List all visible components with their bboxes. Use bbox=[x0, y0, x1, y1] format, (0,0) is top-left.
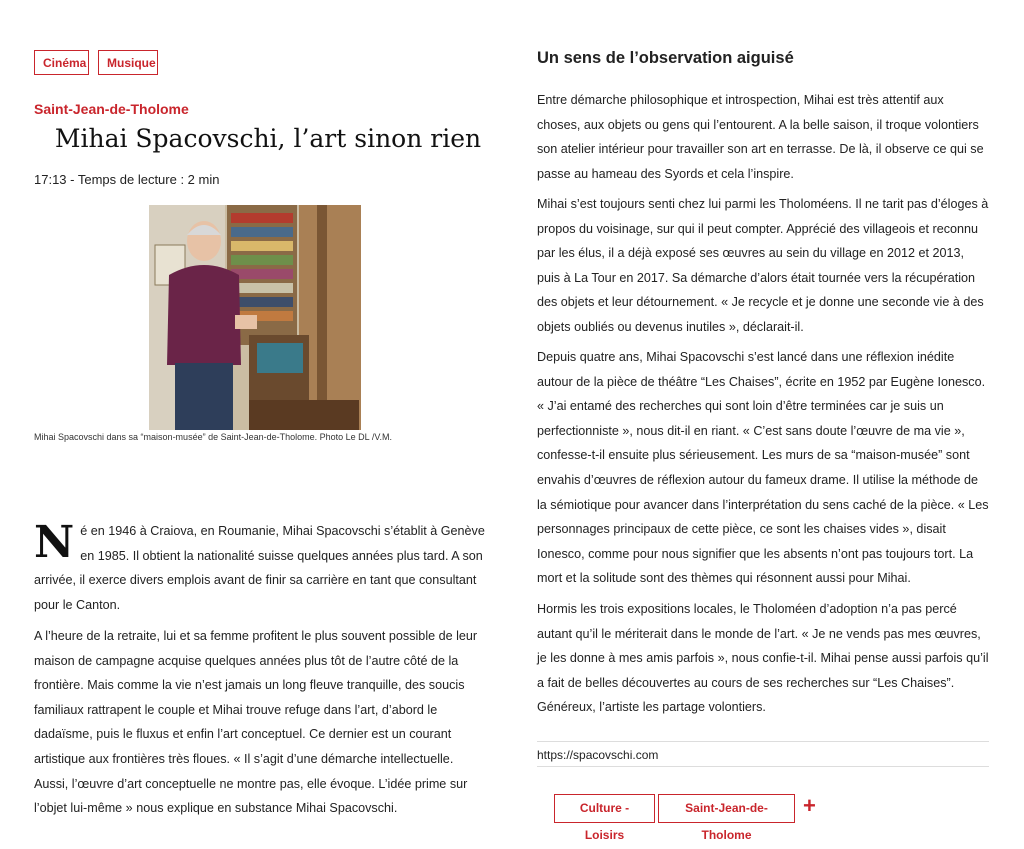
photo-caption: Mihai Spacovschi dans sa “maison-musée” de Saint-Jean-de-Tholome. Photo Le DL /V.M. bbox=[34, 432, 393, 442]
tag-musique[interactable]: Musique bbox=[98, 50, 158, 75]
plus-icon[interactable]: + bbox=[803, 793, 816, 818]
drop-cap: N bbox=[34, 517, 75, 568]
article-meta: 17:13 - Temps de lecture : 2 min bbox=[34, 172, 220, 187]
photo-illustration bbox=[149, 205, 361, 430]
body-paragraph-6: Hormis les trois expositions locales, le Tholoméen d’adoption n’a pas percé autant qu’il le mériterait dans le monde de l’art. « Je ne vends pas mes œuvres, je les donne à mes amis parfois », nous confie-t-il. Mihai pense aussi parfois qu’il a fait de belles découvertes au cours de ses recherches sur “Les Chaises”. Généreux, l’artiste les partage volontiers. bbox=[537, 602, 989, 715]
divider-bottom bbox=[537, 766, 989, 767]
section-subheading: Un sens de l’observation aiguisé bbox=[537, 49, 794, 67]
external-link[interactable]: https://spacovschi.com bbox=[537, 748, 659, 762]
tag-culture-loisirs[interactable]: Culture - Loisirs bbox=[554, 794, 655, 823]
article-title: Mihai Spacovschi, l’art sinon rien bbox=[54, 124, 482, 153]
body-paragraph-5: Depuis quatre ans, Mihai Spacovschi s’est lancé dans une réflexion inédite autour de la pièce de théâtre “Les Chaises”, écrite en 1952 par Eugène Ionesco. « J’ai entamé des recherches qui sont loin d’être terminées car je suis un perfectionniste », nous dit-il en riant. « C’est sans doute l’œuvre de ma vie », confesse-t-il ensuite plus sérieusement. Les murs de sa “maison-musée” sont envahis d’œuvres de réflexion autour du fameux drame. Il utilise la méthode de la sémiotique pour avancer dans l’interprétation du sens caché de la pièce. « Les personnages principaux de cette pièce, ce sont les chaises vides », disait Ionesco, comme pour nous signifier que les absents n’ont pas toujours tort. La mort et la solitude sont des thèmes qui résonnent aussi pour Mihai. bbox=[537, 350, 989, 586]
tag-cinema[interactable]: Cinéma bbox=[34, 50, 89, 75]
body-paragraph-1 bbox=[34, 519, 486, 617]
body-paragraph-3: Entre démarche philosophique et introspection, Mihai est très attentif aux choses, aux objets ou gens qui l’entourent. A la belle saison, il troque volontiers son atelier intérieur pour travailler son art en terrasse. De là, il observe ce qui se passe au hameau des Syords et cela l’inspire. bbox=[537, 93, 984, 181]
body-paragraph-4: Mihai s’est toujours senti chez lui parmi les Tholoméens. Il ne tarit pas d’éloges à propos du voisinage, sur qui il peut compter. Apprécié des villageois et reconnu par les élus, il a déjà exposé ses œuvres au sein du village en 2012 et 2013, puis à La Tour en 2017. Sa démarche d’alors était tournée vers la récupération des objets et leur détournement. « Je recycle et je donne une seconde vie à des objets oubliés ou devenus inutiles », déclarait-il. bbox=[537, 197, 989, 334]
paragraph-text: é en 1946 à Craiova, en Roumanie, Mihai Spacovschi s’établit à Genève en 1985. Il obtient la nationalité suisse quelques années plus tard. A son arrivée, il exerce divers emplois avant de finir sa carrière en tant que consultant pour le Canton. bbox=[34, 524, 485, 612]
divider-top bbox=[537, 741, 989, 742]
article-kicker[interactable]: Saint-Jean-de-Tholome bbox=[34, 101, 189, 117]
article-photo bbox=[149, 205, 361, 430]
tag-saint-jean-de-tholome[interactable]: Saint-Jean-de-Tholome bbox=[658, 794, 795, 823]
body-paragraph-2: A l’heure de la retraite, lui et sa femme profitent le plus souvent possible de leur maison de campagne acquise quelques années plus tôt de l’autre côté de la frontière. Mais comme la vie n’est jamais un long fleuve tranquille, des soucis familiaux rattrapent le couple et Mihai trouve refuge dans l’art, d’abord le dadaïsme, puis le fluxus et enfin l’art conceptuel. Ce dernier est un courant artistique aux frontières très floues. « Il s’agit d’une démarche intellectuelle. Aussi, l’œuvre d’art conceptuelle ne montre pas, elle évoque. L’idée prime sur l’objet lui-même » nous explique en substance Mihai Spacovschi. bbox=[34, 629, 478, 816]
